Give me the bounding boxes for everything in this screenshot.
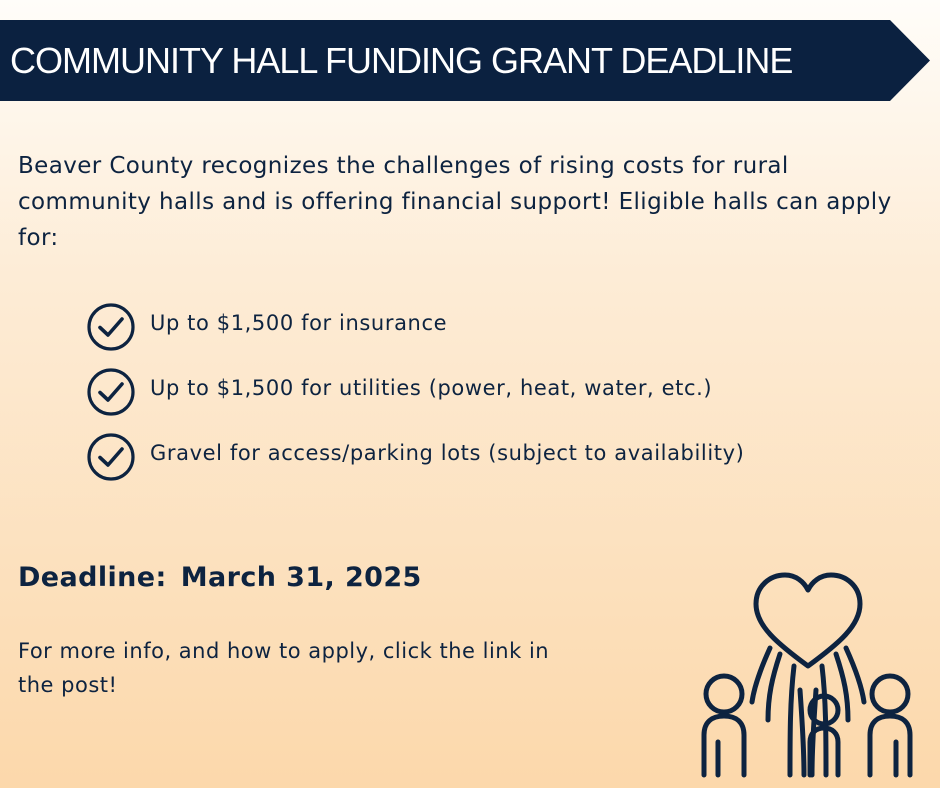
benefit-label: Up to $1,500 for insurance [150, 311, 448, 335]
check-circle-icon [86, 367, 136, 417]
benefit-label: Up to $1,500 for utilities (power, heat, water, etc.) [150, 376, 713, 400]
deadline-date: March 31, 2025 [180, 562, 422, 593]
check-circle-icon [86, 302, 136, 352]
benefit-label: Gravel for access/parking lots (subject to availability) [150, 441, 745, 465]
check-circle-icon [86, 432, 136, 482]
deadline-label: Deadline: [18, 562, 167, 593]
community-heart-icon [696, 570, 918, 780]
info-text: For more info, and how to apply, click the link in the post! [18, 639, 550, 697]
deadline [18, 562, 422, 593]
title-banner [0, 20, 930, 101]
intro-text: Beaver County recognizes the challenges of rising costs for rural community halls and is offering financial support! Eligible halls can apply for: [18, 153, 892, 251]
page-title: COMMUNITY HALL FUNDING GRANT DEADLINE [10, 40, 793, 81]
